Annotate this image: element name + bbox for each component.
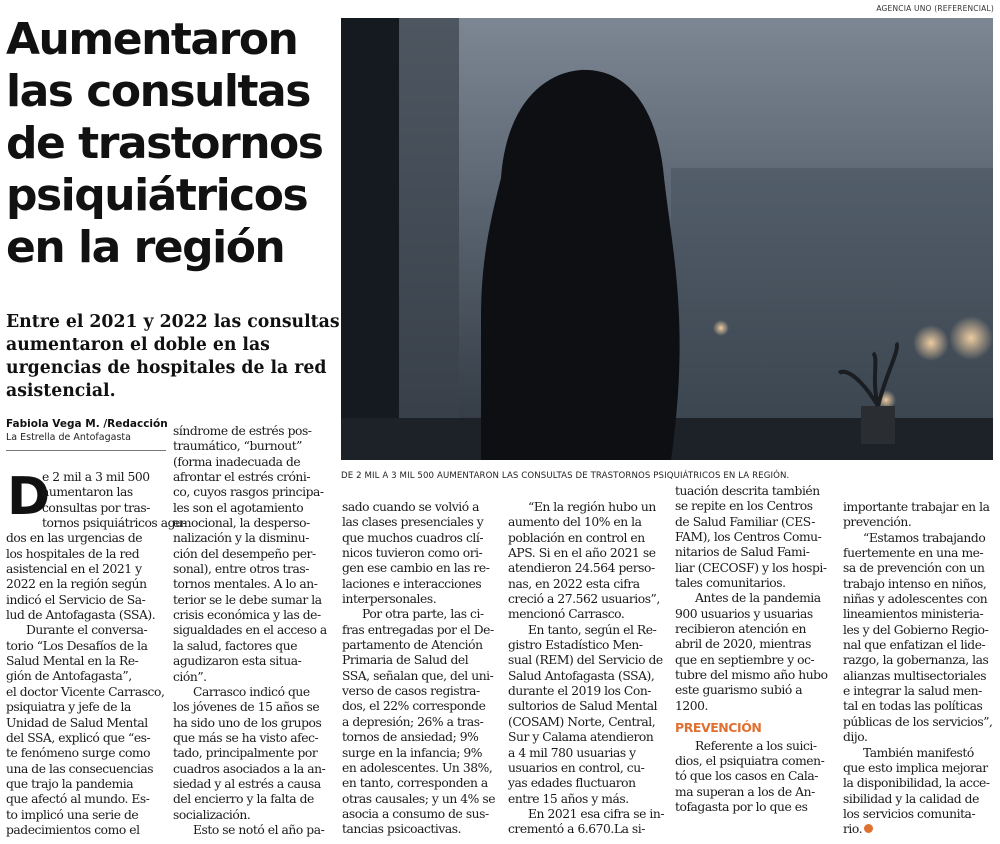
article-text-line: agudizaron esta situa- <box>173 654 302 669</box>
headline-line: las consultas <box>6 66 310 117</box>
article-text-line: nicos tuvieron como ori- <box>342 546 483 561</box>
article-text-line: lud de Antofagasta (SSA). <box>6 608 156 623</box>
article-text-line: En 2021 esa cifra se in- <box>528 806 665 821</box>
article-text-line: dios, el psiquiatra comen- <box>675 753 825 768</box>
article-text-line: tornos psiquiátricos agu- <box>42 516 187 531</box>
article-text-line: co, cuyos rasgos principa- <box>173 485 324 500</box>
article-text-line: sultorios de Salud Mental <box>508 699 658 714</box>
article-text-line: dos en las urgencias de <box>6 531 143 546</box>
lead-line: urgencias de hospitales de la red <box>6 358 327 378</box>
byline-outlet: La Estrella de Antofagasta <box>6 432 131 443</box>
article-text-line: los hospitales de la red <box>6 546 140 561</box>
article-text-line: tancias psicoactivas. <box>342 822 462 837</box>
article-text-line: 2022 en la región según <box>6 577 147 592</box>
article-text-line: indicó el Servicio de Sa- <box>6 592 146 607</box>
article-text-line: consultas por tras- <box>42 500 150 515</box>
article-text-line: socialización. <box>173 807 251 822</box>
article-text-line: dos, el 22% corresponde <box>342 699 486 714</box>
article-text-line: Carrasco indicó que <box>193 684 310 699</box>
article-text-line: síndrome de estrés pos- <box>173 424 312 438</box>
article-text-line: Primaria de Salud del <box>342 653 469 668</box>
article-text-line: nal que enfatizan el lide- <box>843 638 986 653</box>
article-text-line: partamento de Atención <box>342 638 483 653</box>
article-text-line: atendieron 24.564 perso- <box>508 561 655 576</box>
headline-line: psiquiátricos <box>6 170 308 221</box>
article-text-line: verso de casos registra- <box>342 684 480 699</box>
article-text-line: sa de prevención con un <box>843 561 985 576</box>
article-text-line: les y del Gobierno Regio- <box>843 622 989 637</box>
article-text-line: ma superan a los de An- <box>675 784 815 799</box>
byline-divider <box>6 450 166 451</box>
article-text-line: padecimientos como el <box>6 822 140 837</box>
article-text-line: siedad y al estrés a causa <box>173 776 321 791</box>
article-column-1 <box>6 467 187 838</box>
article-text-line: terior se le debe sumar la <box>173 592 322 607</box>
article-text-line: la disponibilidad, la acce- <box>843 776 990 791</box>
article-text-line: gistro Estadístico Men- <box>508 638 643 653</box>
article-text-line: gión de Antofagasta”, <box>6 669 132 684</box>
article-text-line: importante trabajar en la <box>843 500 990 514</box>
article-lead <box>6 311 338 403</box>
article-text-line: SSA, señalan que, del uni- <box>342 668 494 683</box>
article-text-line: interpersonales. <box>342 592 437 607</box>
article-text-line: ción”. <box>173 669 207 684</box>
article-text-line: que trajo la pandemia <box>6 776 134 791</box>
article-column-2 <box>173 424 333 838</box>
lead-line: asistencial. <box>6 381 116 401</box>
article-text-line: 1200. <box>675 698 708 713</box>
article-text-line: to implicó una serie de <box>6 807 139 822</box>
article-text-line: a 4 mil 780 usuarias y <box>508 745 636 760</box>
article-text-line: fras entregadas por el De- <box>342 622 494 637</box>
article-text-line: prevención. <box>843 515 912 530</box>
article-text-line: tuación descrita también <box>675 484 820 498</box>
headline-line: en la región <box>6 222 285 273</box>
article-text-line: los servicios comunita- <box>843 806 976 821</box>
article-text-line: otras causales; y un 4% se <box>342 791 496 806</box>
article-text-line: 900 usuarios y usuarias <box>675 606 813 621</box>
article-text-line: crementó a 6.670.La si- <box>508 822 645 837</box>
article-text-line: liar (CECOSF) y los hospi- <box>675 560 827 575</box>
article-text-line: sigualdades en el acceso a <box>173 623 327 638</box>
article-text-line <box>843 822 995 837</box>
drop-cap: D <box>7 467 51 527</box>
article-text-line: lineamientos ministeria- <box>843 607 984 622</box>
article-text-line: FAM), los Centros Comu- <box>675 530 822 545</box>
article-text-line: También manifestó <box>863 745 974 760</box>
article-text-line: (forma inadecuada de <box>173 454 301 469</box>
lead-line: Entre el 2021 y 2022 las consultas <box>6 312 340 332</box>
article-text-line: en tanto, corresponden a <box>342 776 488 791</box>
article-column-3 <box>342 500 498 838</box>
photo-caption: DE 2 MIL A 3 MIL 500 AUMENTARON LAS CONSULTAS DE TRASTORNOS PSIQUIÁTRICOS EN LA REGIÓN. <box>341 471 790 481</box>
article-text-line: afrontar el estrés cróni- <box>173 470 311 485</box>
article-text-line: Antes de la pandemia <box>695 591 821 606</box>
photo-illustration <box>341 18 993 460</box>
article-text-line: tornos mentales. A lo an- <box>173 577 318 592</box>
article-text-line: psiquiatra y jefe de la <box>6 700 131 715</box>
article-text-line: APS. Si en el año 2021 se <box>508 546 656 561</box>
section-subhead: PREVENCIÓN <box>675 720 762 736</box>
article-text-line: Por otra parte, las ci- <box>362 607 484 622</box>
article-text-line: Sur y Calama atendieron <box>508 730 654 745</box>
article-text-line: gen ese cambio en las re- <box>342 561 490 576</box>
article-text-line: nitarios de Salud Fami- <box>675 545 810 560</box>
article-text-line: e 2 mil a 3 mil 500 <box>42 470 150 484</box>
article-text-line: aumentaron las <box>42 485 133 500</box>
article-text-line: ción del desempeño per- <box>173 546 316 561</box>
article-text-line: tó que los casos en Cala- <box>675 769 818 784</box>
article-text-line: en adolescentes. Un 38%, <box>342 760 493 775</box>
article-text-line: sado cuando se volvió a <box>342 500 480 514</box>
article-text-line: las clases presenciales y <box>342 515 484 530</box>
article-text-line: Unidad de Salud Mental <box>6 715 148 730</box>
article-text-line: tofagasta por lo que es <box>675 799 808 814</box>
article-text-line: Salud Antofagasta (SSA), <box>508 668 655 683</box>
article-text-line: trabajo intenso en niños, <box>843 576 987 591</box>
article-text-line: sonal), entre otros tras- <box>173 562 309 577</box>
lead-line: aumentaron el doble en las <box>6 335 270 355</box>
article-text-line: de Salud Familiar (CES- <box>675 514 815 529</box>
end-of-article-icon <box>864 824 873 833</box>
article-text-line: tubre del mismo año hubo <box>675 668 828 683</box>
article-column-5 <box>675 484 831 815</box>
article-text-line: este guarismo subió a <box>675 683 803 698</box>
article-text-line: alianzas multisectoriales <box>843 668 987 683</box>
article-text-line: recibieron atención en <box>675 622 806 637</box>
article-text-line: del encierro y la falta de <box>173 792 314 807</box>
article-text-line: niñas y adolescentes con <box>843 592 988 607</box>
article-text-line: Esto se notó el año pa- <box>193 822 325 837</box>
article-photo <box>341 18 993 460</box>
article-text-line: tales comunitarios. <box>675 576 786 591</box>
article-text-line: usuarios en control, cu- <box>508 760 645 775</box>
article-text-line: se repite en los Centros <box>675 499 813 514</box>
article-text-line: tal en todas las políticas <box>843 699 983 714</box>
article-text-line: crisis económica y las de- <box>173 608 321 623</box>
article-text-line: del SSA, explicó que “es- <box>6 730 151 745</box>
article-text-line: les son el agotamiento <box>173 500 304 515</box>
article-text-line: tornos de ansiedad; 9% <box>342 730 479 745</box>
article-text-line: cuadros asociados a la an- <box>173 761 326 776</box>
headline-line: de trastornos <box>6 118 323 169</box>
article-text-line: sibilidad y la calidad de <box>843 791 979 806</box>
article-text-line: torio “Los Desafíos de la <box>6 638 148 653</box>
article-text-line: Durante el conversa- <box>26 623 148 638</box>
article-text-line: los jóvenes de 15 años se <box>173 700 320 715</box>
article-text-line: razgo, la gobernanza, las <box>843 653 989 668</box>
article-text-line: traumático, “burnout” <box>173 439 303 454</box>
article-text-line: una de las consecuencias <box>6 761 154 776</box>
article-text-line: aumento del 10% en la <box>508 515 642 530</box>
article-text-line: e integrar la salud men- <box>843 684 982 699</box>
article-text-line-end: rio. <box>843 822 863 837</box>
article-text-line: ha sido uno de los grupos <box>173 715 322 730</box>
article-text-line: (COSAM) Norte, Central, <box>508 714 656 729</box>
article-text-line: “En la región hubo un <box>528 500 656 514</box>
article-text-line: dijo. <box>843 730 868 745</box>
article-text-line: abril de 2020, mientras <box>675 637 811 652</box>
article-text-line: a depresión; 26% a tras- <box>342 714 484 729</box>
article-text-line: asocia a consumo de sus- <box>342 806 489 821</box>
article-text-line: nas, en 2022 esta cifra <box>508 576 640 591</box>
article-text-line: durante el 2019 los Con- <box>508 684 652 699</box>
article-text-line: entre 15 años y más. <box>508 791 629 806</box>
article-text-line: emocional, la desperso- <box>173 516 310 531</box>
article-text-line: creció a 27.562 usuarios”, <box>508 592 660 607</box>
headline-line: Aumentaron <box>6 14 298 65</box>
article-text-line: tado, principalmente por <box>173 746 318 761</box>
article-text-line: En tanto, según el Re- <box>528 622 657 637</box>
article-text-line: que muchos cuadros clí- <box>342 530 484 545</box>
article-text-line: que esto implica mejorar <box>843 760 988 775</box>
article-text-line: que afectó al mundo. Es- <box>6 792 150 807</box>
article-column-6 <box>843 500 995 838</box>
article-text-line: población en control en <box>508 530 645 545</box>
article-text-line: el doctor Vicente Carrasco, <box>6 684 165 699</box>
article-text-line: nalización y la disminu- <box>173 531 309 546</box>
article-text-line: que más se ha visto afec- <box>173 730 319 745</box>
article-text-line: asistencial en el 2021 y <box>6 562 142 577</box>
article-text-line: laciones e interacciones <box>342 576 482 591</box>
byline <box>6 418 168 443</box>
article-text-line: sual (REM) del Servicio de <box>508 653 663 668</box>
article-text-line: la salud, factores que <box>173 638 298 653</box>
headline <box>6 14 336 274</box>
article-text-line: fuertemente en una me- <box>843 546 984 561</box>
article-text-line: públicas de los servicios”, <box>843 714 993 729</box>
article-text-line: “Estamos trabajando <box>863 530 986 545</box>
article-text-line: surge en la infancia; 9% <box>342 745 483 760</box>
article-text-line: que en septiembre y oc- <box>675 652 815 667</box>
article-text-line: Referente a los suici- <box>695 738 817 753</box>
photo-credit: AGENCIA UNO (REFERENCIAL) <box>876 4 994 13</box>
article-text-line: Salud Mental en la Re- <box>6 654 139 669</box>
article-text-line: yas edades fluctuaron <box>508 776 636 791</box>
byline-author: Fabiola Vega M. /Redacción <box>6 418 168 430</box>
article-column-4 <box>508 500 664 838</box>
article-text-line: mencionó Carrasco. <box>508 607 625 622</box>
article-text-line: te fenómeno surge como <box>6 746 151 761</box>
